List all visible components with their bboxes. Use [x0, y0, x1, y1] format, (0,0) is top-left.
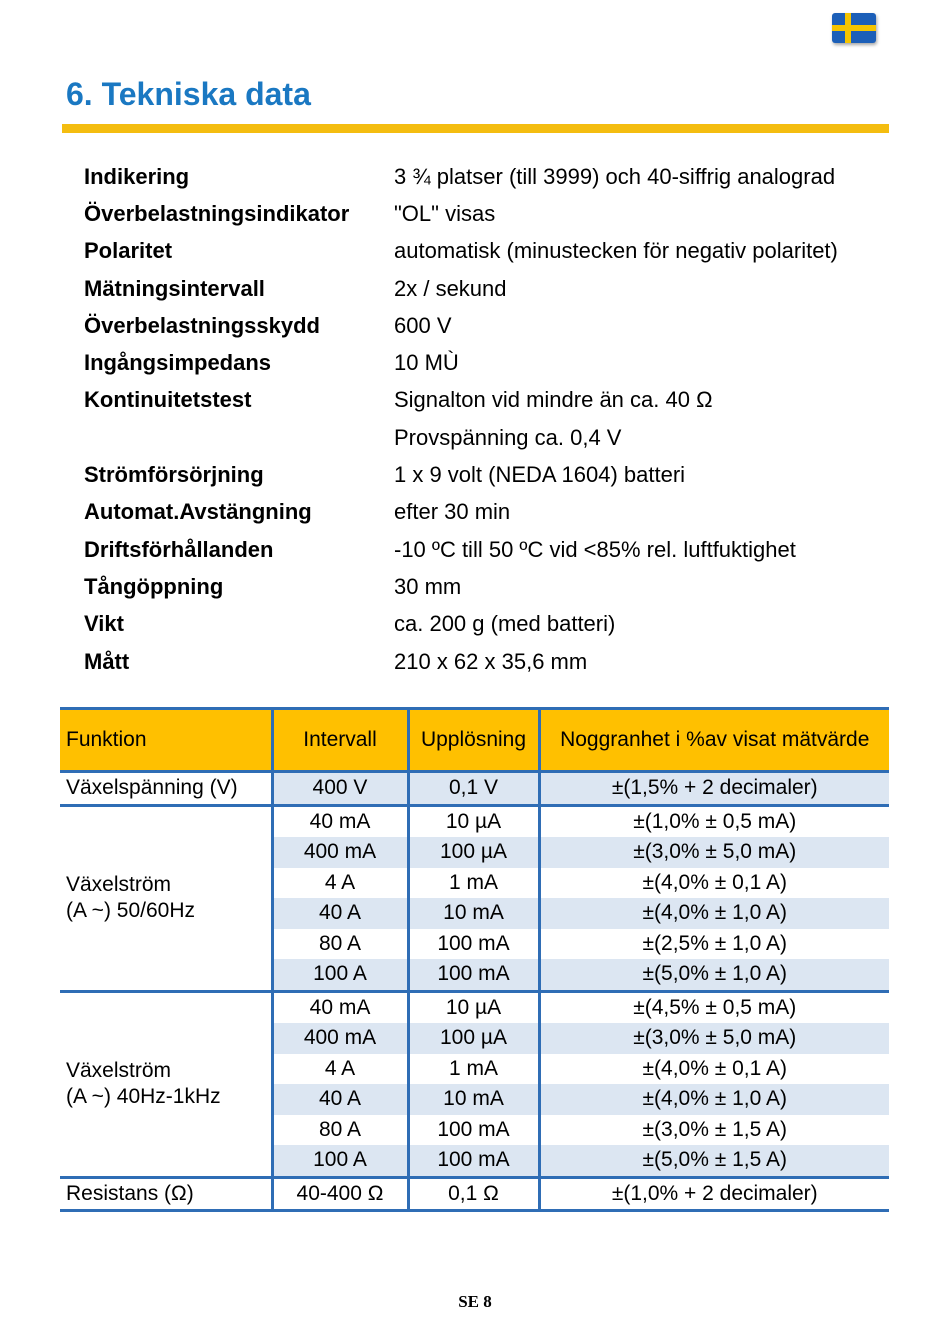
range-cell: 4 A	[272, 1054, 408, 1085]
range-cell: 40-400 Ω	[272, 1177, 408, 1211]
title-divider	[62, 124, 889, 133]
range-cell: 100 A	[272, 1145, 408, 1177]
spec-list	[84, 158, 904, 680]
spec-value: 1 x 9 volt (NEDA 1604) batteri	[394, 462, 686, 488]
resolution-cell: 100 mA	[408, 1115, 539, 1146]
accuracy-cell: ±(1,0% + 2 decimaler)	[539, 1177, 889, 1211]
table-row	[60, 991, 889, 1023]
spec-row	[84, 344, 904, 381]
function-label: (A ~) 50/60Hz	[66, 899, 195, 922]
spec-row	[84, 456, 904, 493]
function-cell	[60, 991, 272, 1177]
spec-row	[84, 158, 904, 195]
resolution-cell: 100 µA	[408, 837, 539, 868]
accuracy-cell: ±(3,0% ± 5,0 mA)	[539, 1023, 889, 1054]
resolution-cell: 100 mA	[408, 959, 539, 991]
spec-label: Överbelastningsindikator	[84, 200, 350, 226]
spec-row	[84, 270, 904, 307]
spec-value: -10 ºC till 50 ºC vid <85% rel. luftfuktighet	[394, 536, 796, 562]
spec-value: automatisk (minustecken för negativ polaritet)	[394, 238, 838, 264]
resolution-cell: 0,1 Ω	[408, 1177, 539, 1211]
spec-value: 210 x 62 x 35,6 mm	[394, 648, 588, 674]
range-cell: 40 A	[272, 1084, 408, 1115]
spec-label: Ingångsimpedans	[84, 350, 272, 376]
spec-value: 3 ¾ platser (till 3999) och 40-siffrig analograd	[394, 163, 836, 189]
header-resolution: Upplösning	[408, 709, 539, 772]
spec-value: 2x / sekund	[394, 275, 507, 301]
accuracy-table	[60, 707, 889, 1212]
spec-value: ca. 200 g (med batteri)	[394, 611, 616, 637]
range-cell: 4 A	[272, 868, 408, 899]
range-cell: 400 mA	[272, 837, 408, 868]
spec-label: Överbelastningsskydd	[84, 312, 320, 338]
spec-row	[84, 606, 904, 643]
resolution-cell: 100 µA	[408, 1023, 539, 1054]
page-title: 6. Tekniska data	[66, 76, 311, 112]
spec-row	[84, 494, 904, 531]
accuracy-cell: ±(5,0% ± 1,0 A)	[539, 959, 889, 991]
table-row	[60, 1177, 889, 1211]
range-cell: 40 mA	[272, 805, 408, 837]
accuracy-cell: ±(3,0% ± 5,0 mA)	[539, 837, 889, 868]
header-accuracy: Noggranhet i %av visat mätvärde	[539, 709, 889, 772]
spec-row	[84, 307, 904, 344]
range-cell: 80 A	[272, 1115, 408, 1146]
spec-value: Provspänning ca. 0,4 V	[394, 424, 622, 450]
header-function: Funktion	[60, 709, 272, 772]
page-number: SE 8	[458, 1292, 492, 1311]
spec-value: efter 30 min	[394, 499, 511, 525]
spec-row	[84, 643, 904, 680]
spec-value: 10 MÙ	[394, 350, 459, 376]
range-cell: 400 V	[272, 772, 408, 806]
resolution-cell: 10 µA	[408, 805, 539, 837]
header-range: Intervall	[272, 709, 408, 772]
spec-value: Signalton vid mindre än ca. 40 Ω	[394, 387, 713, 413]
function-label: (A ~) 40Hz-1kHz	[66, 1085, 221, 1108]
resolution-cell: 10 mA	[408, 1084, 539, 1115]
spec-row	[84, 568, 904, 605]
function-cell	[60, 772, 272, 806]
spec-value: "OL" visas	[394, 200, 496, 226]
spec-label: Polaritet	[84, 238, 173, 264]
resolution-cell: 10 mA	[408, 898, 539, 929]
accuracy-cell: ±(4,0% ± 1,0 A)	[539, 898, 889, 929]
accuracy-cell: ±(4,0% ± 1,0 A)	[539, 1084, 889, 1115]
spec-label: Mätningsintervall	[84, 275, 265, 301]
spec-label: Strömförsörjning	[84, 462, 264, 488]
spec-row	[84, 531, 904, 568]
function-cell	[60, 1177, 272, 1211]
accuracy-cell: ±(4,0% ± 0,1 A)	[539, 1054, 889, 1085]
spec-row	[84, 233, 904, 270]
table-row	[60, 772, 889, 806]
spec-row	[84, 382, 904, 419]
spec-label: Kontinuitetstest	[84, 387, 252, 413]
function-cell	[60, 805, 272, 991]
function-label: Resistans (Ω)	[66, 1181, 194, 1205]
spec-row	[84, 419, 904, 456]
accuracy-cell: ±(1,5% + 2 decimaler)	[539, 772, 889, 806]
resolution-cell: 100 mA	[408, 929, 539, 960]
spec-label: Automat.Avstängning	[84, 499, 312, 525]
resolution-cell: 1 mA	[408, 868, 539, 899]
resolution-cell: 1 mA	[408, 1054, 539, 1085]
table-row	[60, 805, 889, 837]
function-label: Växelström	[66, 1059, 172, 1082]
accuracy-cell: ±(1,0% ± 0,5 mA)	[539, 805, 889, 837]
spec-label: Tångöppning	[84, 573, 224, 599]
function-label: Växelspänning (V)	[66, 776, 238, 800]
range-cell: 100 A	[272, 959, 408, 991]
spec-row	[84, 195, 904, 232]
spec-value: 600 V	[394, 312, 452, 338]
spec-value: 30 mm	[394, 573, 462, 599]
accuracy-cell: ±(4,5% ± 0,5 mA)	[539, 991, 889, 1023]
accuracy-cell: ±(2,5% ± 1,0 A)	[539, 929, 889, 960]
function-label: Växelström	[66, 873, 172, 896]
accuracy-cell: ±(4,0% ± 0,1 A)	[539, 868, 889, 899]
resolution-cell: 100 mA	[408, 1145, 539, 1177]
resolution-cell: 0,1 V	[408, 772, 539, 806]
resolution-cell: 10 µA	[408, 991, 539, 1023]
range-cell: 80 A	[272, 929, 408, 960]
spec-label: Driftsförhållanden	[84, 536, 274, 562]
range-cell: 400 mA	[272, 1023, 408, 1054]
spec-label: Indikering	[84, 163, 190, 189]
range-cell: 40 mA	[272, 991, 408, 1023]
spec-label: Mått	[84, 648, 130, 674]
range-cell: 40 A	[272, 898, 408, 929]
sweden-flag-icon	[832, 13, 876, 43]
table-header-row	[60, 709, 889, 772]
accuracy-cell: ±(3,0% ± 1,5 A)	[539, 1115, 889, 1146]
spec-label: Vikt	[84, 611, 124, 637]
accuracy-cell: ±(5,0% ± 1,5 A)	[539, 1145, 889, 1177]
